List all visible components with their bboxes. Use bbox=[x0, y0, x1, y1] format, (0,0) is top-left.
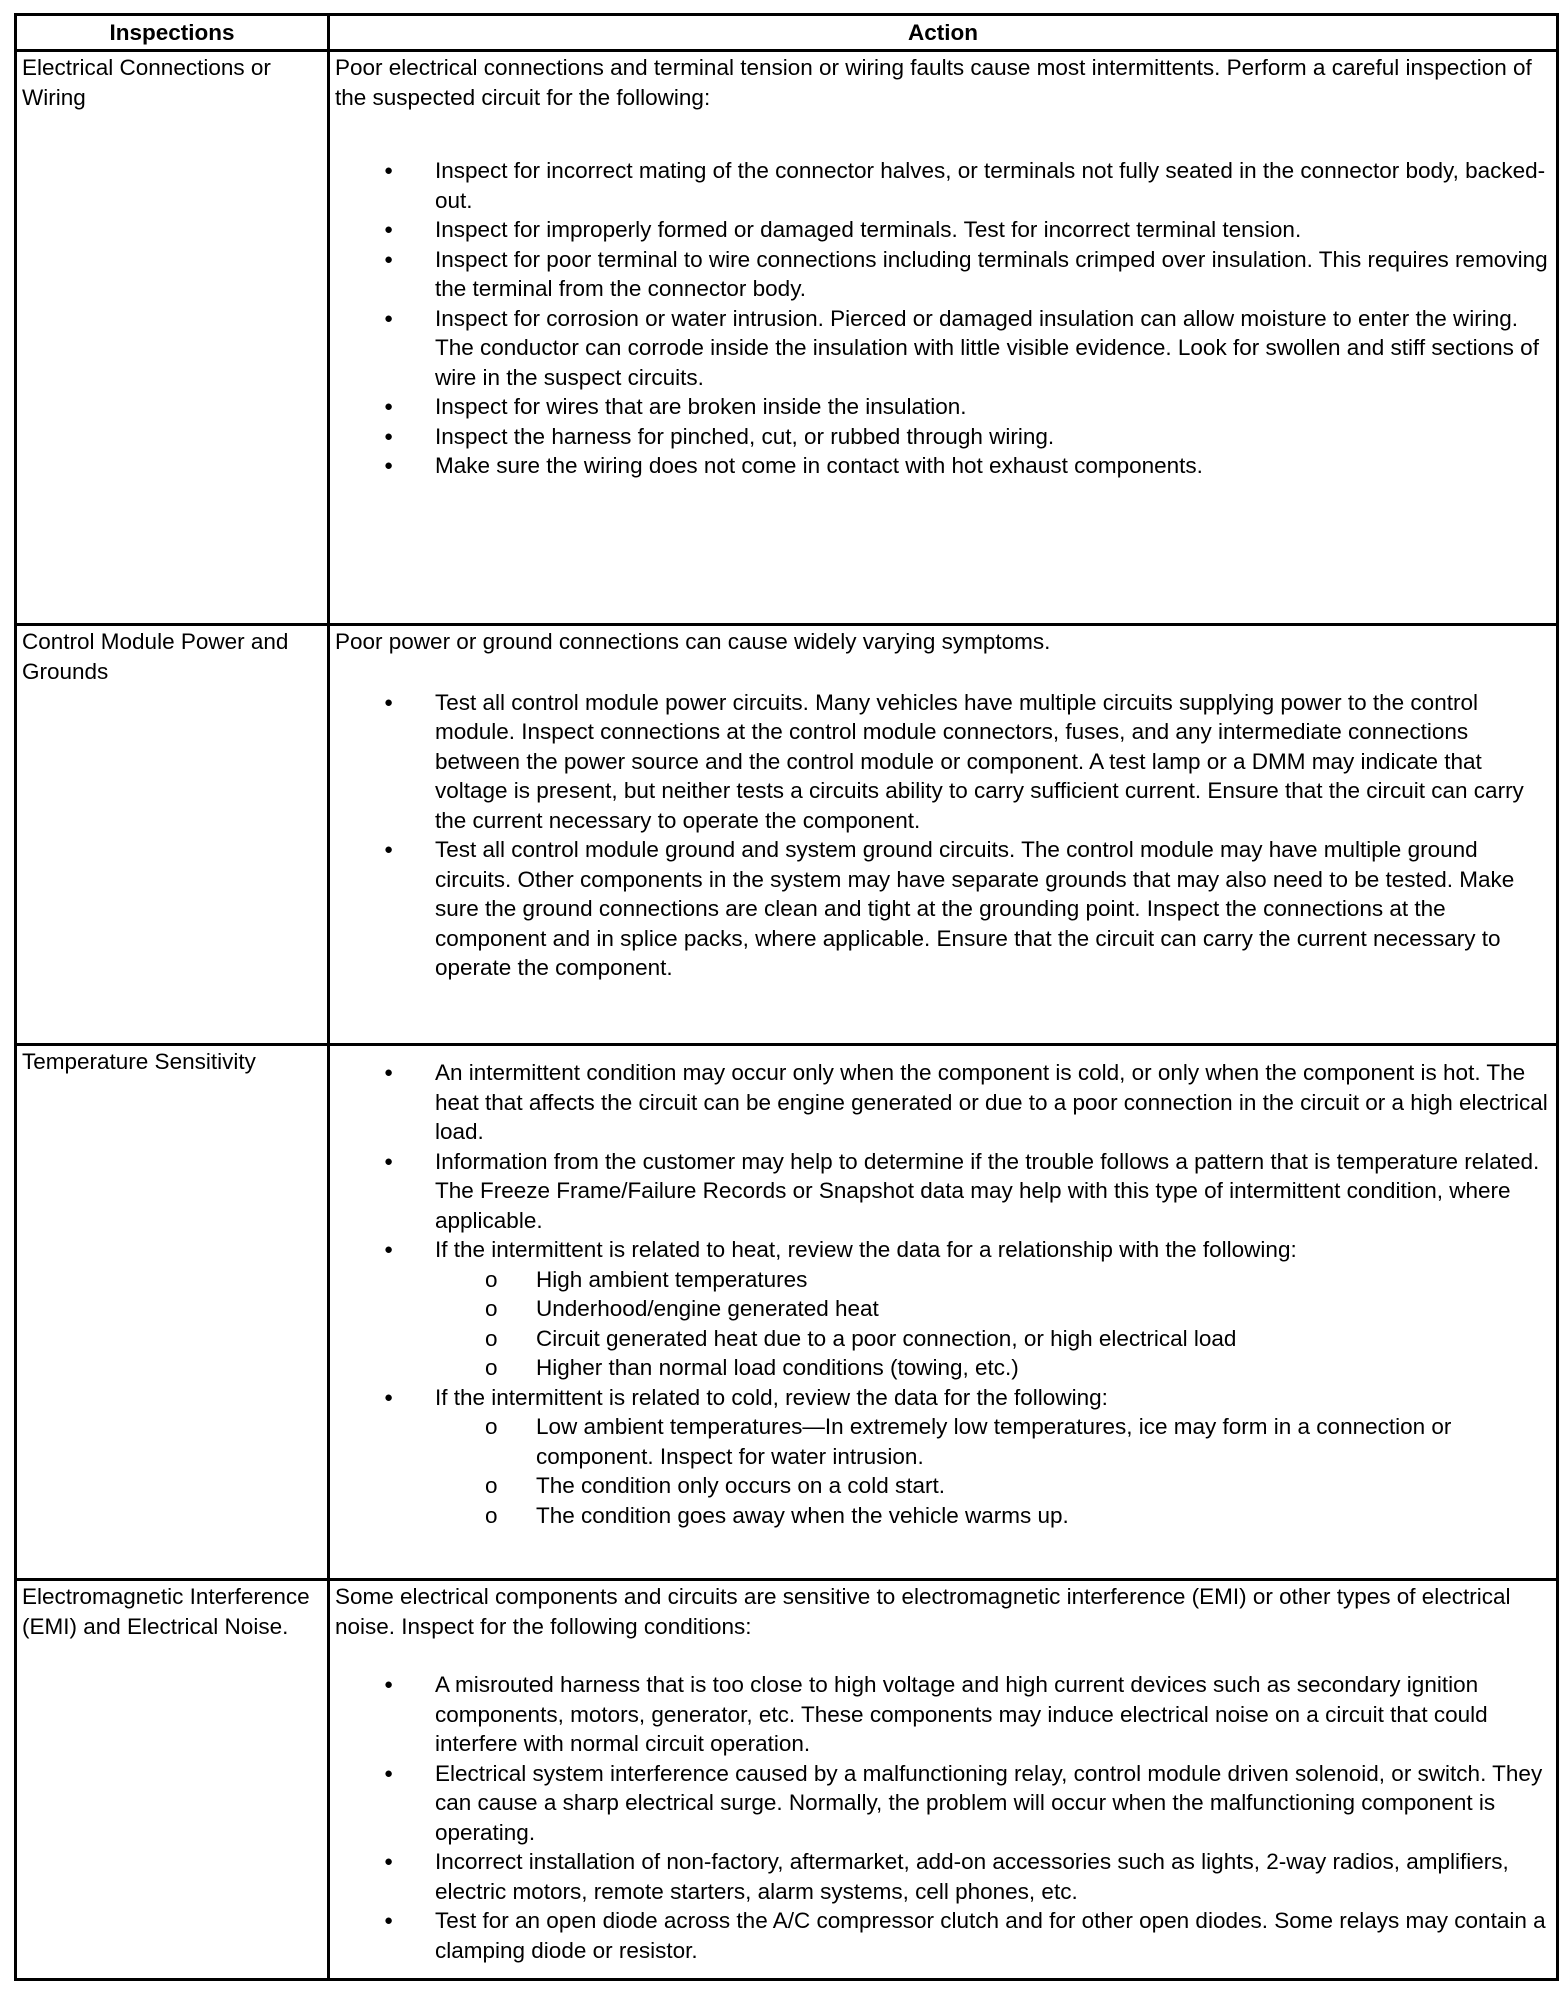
inspections-header: Inspections bbox=[16, 15, 329, 51]
bullet-item: ● Inspect the harness for pinched, cut, or rubbed through wiring. bbox=[435, 422, 1552, 452]
bullet-item: ● Inspect for wires that are broken inside the insulation. bbox=[435, 392, 1552, 422]
bullet-item: ● Inspect for improperly formed or damaged terminals. Test for incorrect terminal tension. bbox=[435, 215, 1552, 245]
bullet-text: If the intermittent is related to heat, review the data for a relationship with the following: bbox=[435, 1237, 1297, 1262]
action-intro: Some electrical components and circuits are sensitive to electromagnetic interference (EMI) or other types of electrical noise. Inspect for the following conditions: bbox=[335, 1584, 1511, 1639]
sub-item: o Higher than normal load conditions (towing, etc.) bbox=[536, 1353, 1552, 1383]
bullet-item: ● An intermittent condition may occur only when the component is cold, or only when the component is hot. The heat that affects the circuit can be engine generated or due to a poor connection in the circuit or a high electrical load. bbox=[435, 1058, 1552, 1147]
sub-item: o Circuit generated heat due to a poor connection, or high electrical load bbox=[536, 1324, 1552, 1354]
sub-item: o The condition goes away when the vehicle warms up. bbox=[536, 1501, 1552, 1531]
table-row bbox=[16, 1580, 1558, 1980]
inspection-cell: Control Module Power and Grounds bbox=[16, 625, 329, 1045]
action-header: Action bbox=[329, 15, 1558, 51]
bullet-item: ● A misrouted harness that is too close to high voltage and high current devices such as secondary ignition components, motors, generator, etc. These components may induce electrical noise on a circuit that could interfere with normal circuit operation. bbox=[435, 1670, 1552, 1759]
bullet-item-heat bbox=[435, 1235, 1552, 1383]
bullet-list bbox=[335, 1058, 1552, 1530]
table-row bbox=[16, 51, 1558, 625]
header-row bbox=[16, 15, 1558, 51]
bullet-item: ● Test for an open diode across the A/C compressor clutch and for other open diodes. Some relays may contain a clamping diode or resistor. bbox=[435, 1906, 1552, 1965]
bullet-list bbox=[335, 1670, 1552, 1965]
inspection-cell: Electrical Connections or Wiring bbox=[16, 51, 329, 625]
bullet-list bbox=[335, 688, 1552, 983]
bullet-item: ● Inspect for poor terminal to wire connections including terminals crimped over insulation. This requires removing the terminal from the connector body. bbox=[435, 245, 1552, 304]
bullet-text: If the intermittent is related to cold, review the data for the following: bbox=[435, 1384, 1108, 1410]
bullet-item: ● Electrical system interference caused by a malfunctioning relay, control module driven solenoid, or switch. They can cause a sharp electrical surge. Normally, the problem will occur when the malfunctioning component is operating. bbox=[435, 1759, 1552, 1848]
bullet-list bbox=[335, 156, 1552, 481]
sub-item: o Low ambient temperatures—In extremely low temperatures, ice may form in a connection or component. Inspect for water intrusion. bbox=[536, 1412, 1552, 1471]
bullet-item: ● Test all control module power circuits. Many vehicles have multiple circuits supplying power to the control module. Inspect connections at the control module connectors, fuses, and any intermediate connections between the power source and the control module or component. A test lamp or a DMM may indicate that voltage is present, but neither tests a circuits ability to carry sufficient current. Ensure that the circuit can carry the current necessary to operate the component. bbox=[435, 688, 1552, 836]
bullet-item: ● Make sure the wiring does not come in contact with hot exhaust components. bbox=[435, 451, 1552, 481]
action-cell bbox=[329, 625, 1558, 1045]
table-row bbox=[16, 625, 1558, 1045]
bullet-item: ● Inspect for corrosion or water intrusion. Pierced or damaged insulation can allow moisture to enter the wiring. The conductor can corrode inside the insulation with little visible evidence. Look for swollen and stiff sections of wire in the suspect circuits. bbox=[435, 304, 1552, 393]
inspection-table bbox=[14, 13, 1559, 1981]
sub-item: o The condition only occurs on a cold start. bbox=[536, 1471, 1552, 1501]
sub-list-heat bbox=[435, 1265, 1552, 1383]
bullet-item: ● Inspect for incorrect mating of the connector halves, or terminals not fully seated in the connector body, backed-out. bbox=[435, 156, 1552, 215]
bullet-item-cold bbox=[435, 1383, 1552, 1531]
inspection-cell: Temperature Sensitivity bbox=[16, 1045, 329, 1580]
action-intro: Poor power or ground connections can cause widely varying symptoms. bbox=[335, 629, 1051, 654]
inspection-cell: Electromagnetic Interference (EMI) and Electrical Noise. bbox=[16, 1580, 329, 1980]
bullet-item: ● Test all control module ground and system ground circuits. The control module may have multiple ground circuits. Other components in the system may have separate grounds that may also need to be tested. Make sure the ground connections are clean and tight at the grounding point. Inspect the connections at the component and in splice packs, where applicable. Ensure that the circuit can carry the current necessary to operate the component. bbox=[435, 835, 1552, 983]
action-cell bbox=[329, 51, 1558, 625]
sub-list-cold bbox=[435, 1412, 1552, 1530]
action-cell bbox=[329, 1580, 1558, 1980]
sub-item: o Underhood/engine generated heat bbox=[536, 1294, 1552, 1324]
bullet-item: ● Incorrect installation of non-factory, aftermarket, add-on accessories such as lights, 2-way radios, amplifiers, electric motors, remote starters, alarm systems, cell phones, etc. bbox=[435, 1847, 1552, 1906]
bullet-item: ● Information from the customer may help to determine if the trouble follows a pattern that is temperature related. The Freeze Frame/Failure Records or Snapshot data may help with this type of intermittent condition, where applicable. bbox=[435, 1147, 1552, 1236]
action-cell bbox=[329, 1045, 1558, 1580]
action-intro: Poor electrical connections and terminal tension or wiring faults cause most intermittents. Perform a careful inspection of the suspected circuit for the following: bbox=[335, 55, 1532, 110]
sub-item: o High ambient temperatures bbox=[536, 1265, 1552, 1295]
table-row bbox=[16, 1045, 1558, 1580]
